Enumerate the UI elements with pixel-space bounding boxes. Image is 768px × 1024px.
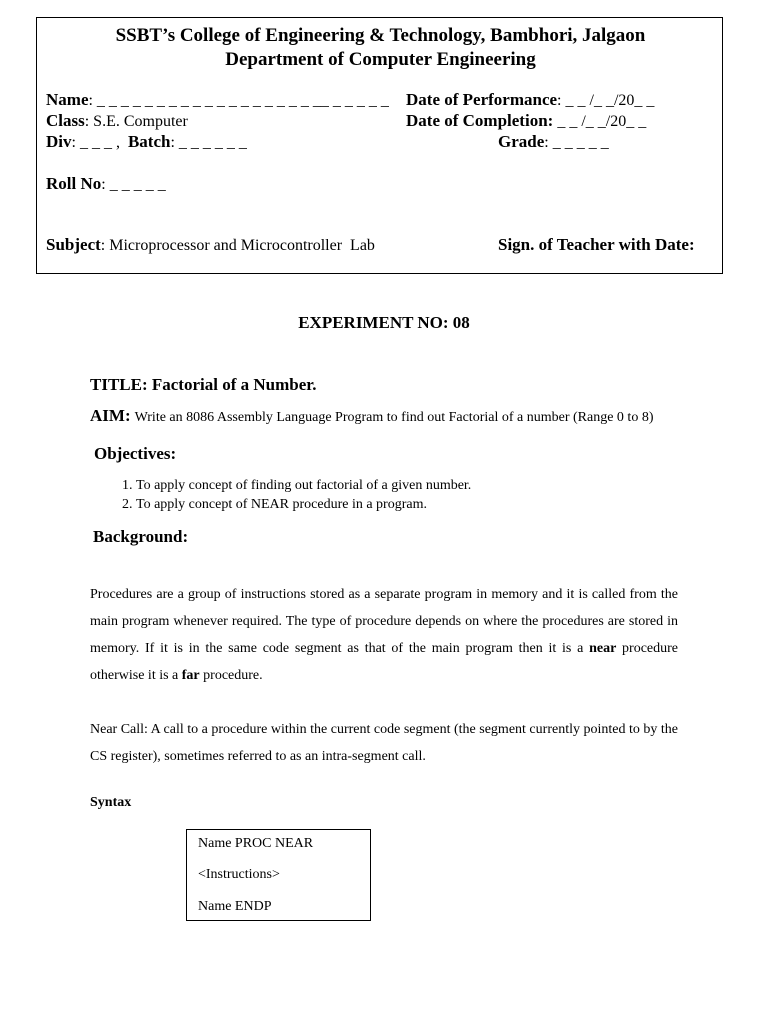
class-value: : S.E. Computer	[84, 113, 188, 130]
class-field	[46, 111, 188, 131]
teacher-sign-label: Sign. of Teacher with Date:	[498, 235, 695, 254]
name-label: Name	[46, 90, 89, 109]
list-item: 2. To apply concept of NEAR procedure in a program.	[136, 495, 736, 514]
date-of-completion-field	[406, 111, 646, 131]
grade-field	[498, 132, 609, 152]
subject-field	[46, 235, 375, 255]
near-keyword: near	[589, 641, 617, 656]
subject-value: : Microprocessor and Microcontroller Lab	[100, 237, 375, 254]
div-blank: : _ _ _ ,	[71, 134, 128, 151]
aim-line	[90, 406, 653, 426]
experiment-number: EXPERIMENT NO: 08	[298, 313, 470, 332]
paragraph-text: procedure.	[199, 668, 263, 683]
class-label: Class	[46, 111, 85, 130]
date-of-performance-field	[406, 90, 654, 110]
objectives-list	[90, 476, 736, 514]
background-paragraph-1	[90, 581, 678, 689]
div-batch-field	[46, 132, 247, 152]
paragraph-text: Procedures are a group of instructions stored as a separate program in memory and it is called from the main program whenever required. The type of procedure depends on where the procedures are stored in memory. If it is in the same code segment as that of the main program then it is a	[90, 587, 678, 656]
div-label: Div	[46, 132, 72, 151]
list-item: 1. To apply concept of finding out factorial of a given number.	[136, 476, 736, 495]
roll-blank: : _ _ _ _ _	[101, 176, 166, 193]
grade-blank: : _ _ _ _ _	[544, 134, 609, 151]
experiment-title: TITLE: Factorial of a Number.	[90, 375, 317, 394]
doc-label: Date of Completion:	[406, 111, 554, 130]
doc-blank: _ _ /_ _/20_ _	[553, 113, 647, 130]
paragraph-text: procedure otherwise it is a	[90, 641, 678, 683]
grade-label: Grade	[498, 132, 545, 151]
dop-blank: : _ _ /_ _/20_ _	[557, 92, 655, 109]
subject-label: Subject	[46, 235, 101, 254]
name-blank: : _ _ _ _ _ _ _ _ _ _ _ _ _ _ _ _ _ _ __ _ _ _ _ _	[88, 92, 389, 109]
aim-label: AIM:	[90, 406, 131, 425]
syntax-label: Syntax	[90, 795, 132, 810]
syntax-line: Name ENDP	[198, 899, 272, 914]
far-keyword: far	[181, 668, 200, 683]
roll-label: Roll No	[46, 174, 102, 193]
background-paragraph-2: Near Call: A call to a procedure within the current code segment (the segment currently pointed to by the CS register), sometimes referred to as an intra-segment call.	[90, 722, 678, 764]
objectives-heading: Objectives:	[94, 444, 177, 463]
syntax-line: Name PROC NEAR	[198, 836, 314, 851]
roll-no-field	[46, 174, 166, 194]
college-name: SSBT’s College of Engineering & Technology, Bambhori, Jalgaon	[115, 25, 646, 46]
aim-text: Write an 8086 Assembly Language Program to find out Factorial of a number (Range 0 to 8)	[134, 410, 654, 425]
name-field	[46, 90, 389, 110]
syntax-line: <Instructions>	[198, 867, 280, 882]
department-name: Department of Computer Engineering	[225, 49, 536, 70]
dop-label: Date of Performance	[406, 90, 558, 109]
background-heading: Background:	[93, 527, 189, 546]
batch-label: Batch	[127, 132, 171, 151]
header-box	[36, 17, 723, 274]
batch-blank: : _ _ _ _ _ _	[170, 134, 247, 151]
syntax-box	[186, 829, 371, 921]
